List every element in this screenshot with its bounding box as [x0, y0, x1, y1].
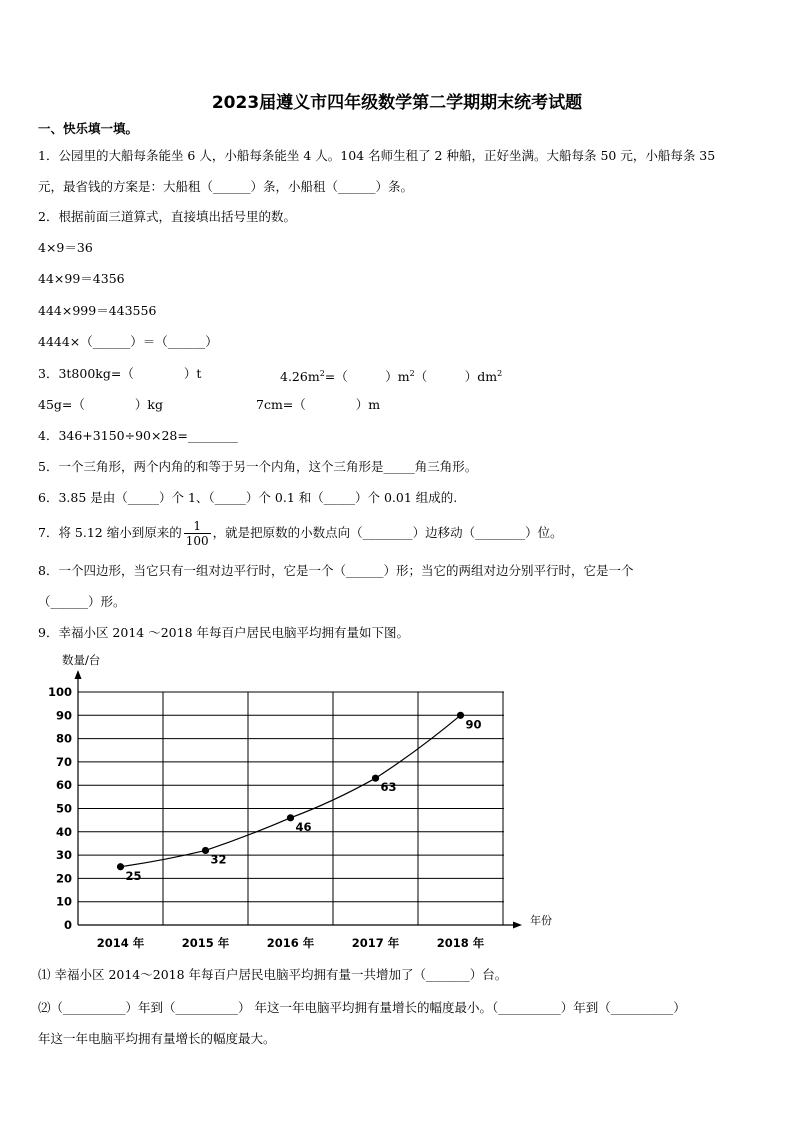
y-tick-label: 90 — [55, 708, 72, 723]
question-4: 4．346+3150÷90×28=________ — [38, 428, 238, 443]
question-2-equation-4: 4444×（______）＝（______） — [38, 334, 218, 349]
data-point — [202, 847, 209, 854]
line-chart — [38, 648, 552, 958]
question-5: 5．一个三角形，两个内角的和等于另一个内角，这个三角形是_____角三角形。 — [38, 459, 478, 474]
question-9-stem: 9．幸福小区 2014 ～2018 年每百户居民电脑平均拥有量如下图。 — [38, 625, 409, 640]
data-point — [287, 814, 294, 821]
y-tick-label: 60 — [55, 778, 72, 793]
y-tick-label: 50 — [55, 801, 72, 816]
question-1-line-1: 1．公园里的大船每条能坐 6 人，小船每条能坐 4 人。104 名师生租了 2 种船，正好坐满。大船每条 50 元，小船每条 35 — [38, 148, 716, 163]
y-tick-label: 20 — [55, 871, 72, 886]
x-axis-arrow — [513, 922, 522, 929]
y-tick-label: 100 — [47, 685, 72, 699]
question-2-stem: 2．根据前面三道算式，直接填出括号里的数。 — [38, 209, 296, 224]
question-9-sub-1: ⑴ 幸福小区 2014～2018 年每百户居民电脑平均拥有量一共增加了（_______）台。 — [38, 967, 508, 982]
question-8-line-2: （______）形。 — [38, 594, 126, 609]
y-tick-label: 40 — [55, 824, 72, 839]
x-tick-label: 2016 年 — [266, 936, 315, 950]
question-7: 7．将 5.12 缩小到原来的 $\frac{1}{100}$ ，就是把原数的小数点向（________）边移动（________）位。 — [38, 519, 563, 548]
x-tick-label: 2015 年 — [181, 936, 230, 950]
y-tick-label: 10 — [55, 894, 72, 909]
y-tick-label: 30 — [55, 848, 72, 863]
question-6: 6．3.85 是由（_____）个 1、（_____）个 0.1 和（_____）个 0.01 组成的. — [38, 490, 458, 505]
x-tick-label: 2017 年 — [351, 936, 400, 950]
page-title: 2023届遵义市四年级数学第二学期期末统考试题 — [211, 93, 583, 113]
data-point — [457, 712, 464, 719]
x-tick-label: 2018 年 — [436, 936, 485, 950]
y-tick-label: 70 — [55, 754, 72, 769]
data-label: 32 — [210, 852, 227, 867]
fraction: $\frac{1}{100}$ — [185, 519, 209, 548]
y-axis-arrow — [75, 670, 82, 679]
data-point — [372, 775, 379, 782]
question-3-part-d: 7cm=（ ）m — [256, 397, 381, 412]
question-9-sub-2-line-1: ⑵（__________）年到（__________） 年这一年电脑平均拥有量增长的幅度最小。（__________）年到（__________） — [38, 1000, 686, 1015]
data-label: 63 — [380, 780, 397, 795]
question-2-equation-2: 44×99＝4356 — [38, 271, 125, 286]
question-9-sub-2-line-2: 年这一年电脑平均拥有量增长的幅度最大。 — [38, 1031, 276, 1046]
x-axis-label: 年份 — [530, 914, 552, 927]
x-tick-label: 2014 年 — [96, 936, 145, 950]
question-3-part-c: 45g=（ ）kg — [38, 397, 163, 412]
question-8-line-1: 8．一个四边形，当它只有一组对边平行时，它是一个（______）形；当它的两组对边分别平行时，它是一个 — [38, 563, 634, 578]
data-label: 46 — [295, 819, 312, 834]
series-line — [121, 715, 461, 866]
y-axis-label: 数量/台 — [62, 653, 101, 667]
data-label: 90 — [465, 717, 482, 732]
data-point — [117, 863, 124, 870]
y-tick-label: 80 — [55, 731, 72, 746]
question-3-part-b: $4.26m^2=$（ ）$m^2$（ ）$dm^2$ — [280, 369, 503, 385]
question-1-line-2: 元，最省钱的方案是：大船租（______）条，小船租（______）条。 — [38, 179, 414, 194]
section-heading: 一、快乐填一填。 — [38, 121, 139, 136]
data-label: 25 — [125, 868, 142, 883]
question-3-part-a: 3．3t800kg=（ ）t — [38, 366, 202, 381]
question-2-equation-3: 444×999＝443556 — [38, 303, 157, 318]
y-tick-label: 0 — [63, 918, 72, 932]
question-2-equation-1: 4×9＝36 — [38, 240, 93, 255]
